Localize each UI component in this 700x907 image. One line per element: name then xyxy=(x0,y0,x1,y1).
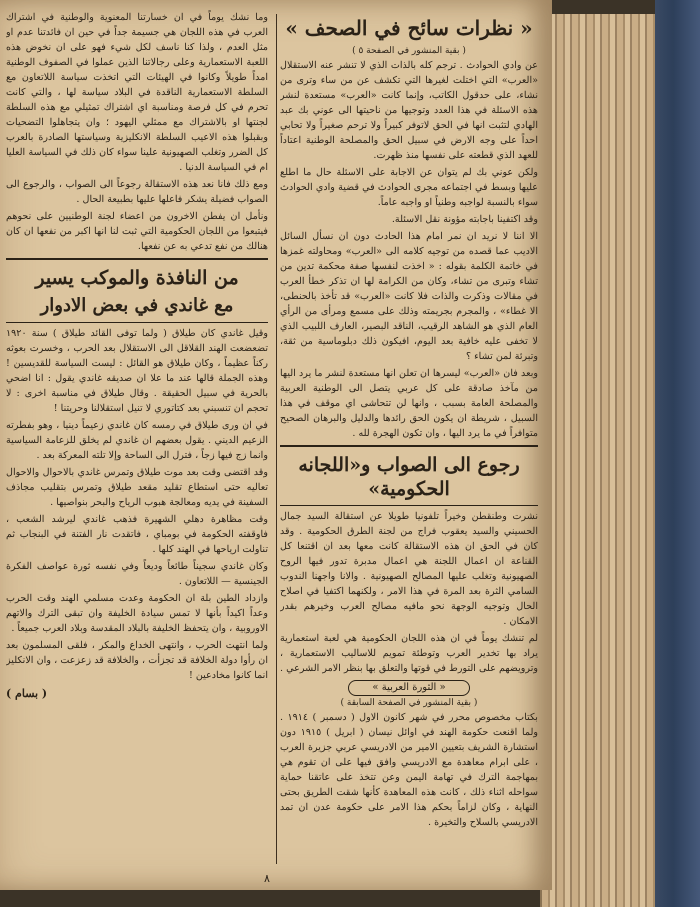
column-divider xyxy=(276,14,277,864)
right-column xyxy=(280,10,538,870)
book-cover-spine xyxy=(655,0,700,907)
section-divider xyxy=(6,322,268,323)
paragraph: لم تنشك يوماً في ان هذه اللجان الحكومية هي لعبة استعمارية يراد بها تخدير العرب وتوطئة تمويم للاساليب الاستعمارية ، وترويضهم على التورط في قوتها والتعلق بها بنظر الامر الشرعي . xyxy=(280,633,538,674)
article-headline-rujoo: رجوع الى الصواب و«اللجانه الحكومية» xyxy=(298,454,520,500)
continuation-note: ( بقية المنشور في الصفحة السابقة ) xyxy=(340,698,478,708)
left-column xyxy=(6,10,268,870)
paragraph: ولما انتهت الحرب ، وانتهى الخداع والمكر ، فلقى المسلمون بعد ان رأوا دولة الخلافة قد تجزأت ، والخلافة قد زعزعت ، وان الانكليز انما كانوا مخادعين ! xyxy=(6,640,268,681)
author-signature: ( بسام ) xyxy=(6,687,48,700)
continuation-note: ( بقية المنشور في الصفحة ٥ ) xyxy=(352,46,466,56)
article-headline-nafitha: من النافذة والموكب يسير xyxy=(35,267,239,289)
paragraph: وقيل غاندي كان طيلاق ( ولما توفى القائد طيلاق ) سنة ١٩٢٠ تضعضعت الهند القلاقل الى الاستقلال بعد الحرب ، وخسرت بعوثه ركناً عظيماً ، وكان طيلاق هو القائل : ليست السياسة للقديسين ! وهذه الجملة قالها عند ما علا ان صديقه غاندي يقول : انا اضحي بالحرية في سبيل الحقيقة . وقال طيلاق في مناسبة اخرى : لا تحجم ان تنسبني بعد كتاتوري لا تنيل استقلالنا وحريتنا ! xyxy=(6,328,268,414)
section-divider xyxy=(280,445,538,447)
paragraph: في ان ورى طيلاق في رمسه كان غاندي زعيماً دينيا ، وهو بفطرته الزعيم الديني . يقول بعضهم ان غاندي لم يخلق للزعامة السياسية وانما زج فيها زجاً ، فترل الى الساحة وإلا تلته المعركة بعد . xyxy=(6,420,268,461)
paragraph: وقد اقتضى وقت بعد موت طيلاق وتمرس غاندي بالاحوال والاحوال تعاليه حتى استطاع تقليد مقعد طيلاق وتمرس بتقليب مجاذف السفينة في يديه ومعالجة هبوب الرياح والبحر بنواصيها . xyxy=(6,467,268,508)
paragraph: ومع ذلك فانا نعد هذه الاستقالة رجوعاً الى الصواب ، والرجوع الى الصواب فضيلة يشكر فاعلها عليها بطبيعة الحال . xyxy=(6,179,268,205)
section-divider xyxy=(280,505,538,506)
article-headline-thawra: « الثورة العربية » xyxy=(348,680,470,696)
page-number: ٨ xyxy=(264,872,270,885)
paragraph: الا اننا لا نريد ان نمر امام هذا الحادث دون ان نسأل السائل الاديب عما قصده من توجيه كلامه الى «العرب» ومحاولته غمزها في خاتمة الكلمة بقوله : « اخذت لنفسها صفة محكمة تدين من تشاء وتبرى من تشاء، وكان من الكرامة لها ان تذكر خطأ العرب في مقالات وذكرت والذات فلا كانت «العرب» قد تأخذ بالحنطى، الا غطاء» ، والمجرم بجريمته وذلك على مسمع ومرأى من الرأي العام الذي هو الشاهد الرقيب، الناقد البصير، العارف اللبيب الذي لا تخفى عليه خافية بعد اليوم، افيكون ذلك دبلوماسية من ثقة، وتبرئة لمن تشاء ؟ xyxy=(280,231,538,362)
paragraph: وقت مظاهرة دهلي الشهيرة فذهب غاندي ليرشد الشعب ، فاوقفته الحكومة في بومباي ، فاتقدت نار الفتنة في البنجاب ثم تناولت ارياحها في الهند كلها . xyxy=(6,514,268,555)
article-headline-nazarat: « نظرات سائح في الصحف » xyxy=(285,16,533,40)
paragraph: ولكن عوني بك لم يتوان عن الاجابة على الاسئلة حال ما اطلع عليها وبسط في اجتماعه مجرى الحوادث في قضية وادي الحوادث سواء بالنسبة لواجبه وطنياً او واجبه عاماً. xyxy=(280,167,538,208)
paragraph: وبعد فان «العرب» ليسرها ان تعلن انها مستعدة لنشر ما يرد اليها من مآخذ صادقة على كل عربي يتصل الى الوطنية العربية والمصلحة العامة بسبب ، وانها لن تتحاشى اي موقف في هذا السبيل ، شريطة ان يكون الحق رائدها والدليل والبرهان الصحيح متوافراً في ما يرد اليها ، وان تكون الهجرة لله . xyxy=(280,368,538,439)
paragraph: بكتاب مخصوص محرر في شهر كانون الاول ( دسمبر ) ١٩١٤ . ولما اقنعت حكومة الهند في اوائل نيسان ( ابريل ) ١٩١٥ دون استشارة الشريف بتعيين الامير من الادريسي عربي جزيرة العرب ، على ابرام معاهدة مع الادريسي وافق فيها على ان تقوم هي بمهاجمة الترك في تهامة اليمن وعن تتخذ على عاتقنا حماية سواحله اثناء ذلك ، كانت هذه المعاهدة كأنها شقت الطريق بحتى النهاية ، وكان لزاماً بحكم هذا الامر على حكومة عدن ان تمد الادريسي بالسلاح والتخيرة . xyxy=(280,712,538,828)
paragraph: وكان غاندي سجيناً طائعاً وديعاً وفي نفسه ثورة عواصف الفكرة الجينسية — اللاتعاون . xyxy=(6,561,268,587)
section-divider xyxy=(6,258,268,260)
paragraph: وقد اكتفينا باجابته مؤونة نقل الاسئلة. xyxy=(391,214,538,225)
paragraph: وما نشك يوماً في ان خسارتنا المعنوية والوطنية في اشتراك العرب في هذه اللجان هي جسيمة جداً في حين ان فائدتنا عدم او مثل العدم ، ولذا كنا ناسف لكل شيء فهو على ان نخوض هذه اللعبة الاستعمارية وعلى رجالاتنا الذين عملوا في الصفوف الوطنية امداً طويلاً وكانوا في الهيئات التي اتخذت سياسة اللاتعاون مع السلطة الاستعمارية الناقدة في البلاد سياسة لها ، والتي كانت تحرم في كل فرصة ومناسبة اي اشتراك تمثيلي مع هذه السلطة لجنتها او بالاشتراك مع ممثلي اليهود ؛ وان يتجاهلوا التضحيات وبقبلوا هذه الاعيب السلطة الانكليزية وسياستها الصادرة بالعرب كل الضرر وتغلب الصهيونية علينا سواء كان ذلك في السياسة العليا ام في السياسة الدنيا . xyxy=(6,12,268,173)
article-subheadline-gandhi: مع غاندي في بعض الادوار xyxy=(40,295,234,316)
paragraph: عن وادي الحوادث . ترجم كله بالذات الذي لا تنشر عنه الاستقلال «العرب» التي اختلت لغيرها التي تكشف عن من ساء وترى من نشاء، على حدقول الكاتب، وإنما كانت «العرب» مستعدة لنشر هذه الاسئلة في هذا العدد وتوجيها من ناحيتها الى عوني بك عبد الهادي لتثبت انها في الحق لاتوفر كبيراً ولا ترحم صغيراً ولا تحابي احداً على وجه الارض في سبيل الحق والمصلحة الوطنية اعتاداً للعهد الذي قطعته على نفسها منذ ظهرت. xyxy=(280,60,538,161)
paragraph: وازداد الطين بلة ان الحكومة وعدت مسلمي الهند وقت الحرب وعداً اكيداً بأنها لا تمس سيادة الخليفة وان تبقى الترك والاتهم الاوروبية ، وان يتحفظ الخليفة بالبلاد المقدسة وبلاد العرب جميعاً . xyxy=(6,593,268,634)
paragraph: نشرت وطنقطن وخيراً تلفونيا طويلا عن استقالة السيد جمال الحسيني والسيد يعقوب فراج من لجنة الطرق الحكومية . وقد كان في الحق ان هذه الاستقالة كانت معها بعد ان اقتنعا كل القناعة ان اعمال اللجنة هي اعمال مدبرة تدور فيها الروح الصهيونية وتغلب عليها المصالح الصهيونية . والانا واجهنا الندوب السامي الثرة بعد المرة في هذا الامر ، ولكنهما اكتفيا في اصلاح الحال وتوجيه الوجهة نحو مافيه مصالح العرب وخيرهم بقدر الامكان . xyxy=(280,511,538,627)
paragraph: ونأمل ان يفطن الاخرون من اعضاء لجنة الوطنيين على نحوهم فيتبعوا من اللجان الحكومية التي ثبت لنا انها اكبر من نفعها ان كان هنالك من نفع تدعي به عن نفعها. xyxy=(6,211,268,252)
